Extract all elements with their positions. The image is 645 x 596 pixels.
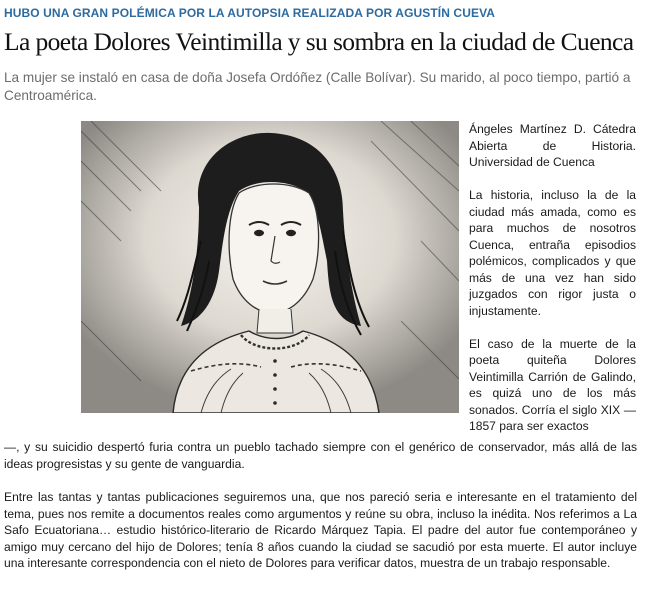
article-deck: La mujer se instaló en casa de doña Josefa Ordóñez (Calle Bolívar). Su marido, al poco tiempo, partió a Centroamérica. <box>4 70 631 103</box>
article-headline: La poeta Dolores Veintimilla y su sombra en la ciudad de Cuenca <box>4 27 634 56</box>
side-column <box>469 121 636 451</box>
body-paragraph: La historia, incluso la de la ciudad más amada, como es para muchos de nosotros Cuenca, entraña episodios polémicos, complicados y que más de una vez han sido juzgados con rigor justa o injustamente. <box>469 188 636 318</box>
article-kicker: HUBO UNA GRAN POLÉMICA POR LA AUTOPSIA REALIZADA POR AGUSTÍN CUEVA <box>4 6 496 20</box>
body-paragraph: El caso de la muerte de la poeta quiteña Dolores Veintimilla Carrión de Galindo, es quizá uno de los más sonados. Corría el siglo XIX —1857 para ser exactos <box>469 336 636 433</box>
body-paragraph: —, y su suicidio despertó furia contra un pueblo tachado siempre con el genérico de conservador, más allá de las ideas progresistas y su gente de vanguardia. <box>4 440 637 471</box>
body-paragraph: Entre las tantas y tantas publicaciones seguiremos una, que nos pareció seria e interesante en el tratamiento del tema, pues nos remite a documentos reales como argumentos y reúne su obra, incluso la inédita. Nos referimos a La Safo Ecuatoriana… estudio histórico-literario de Ricardo Márquez Tapia. El padre del autor fue contemporáneo y amigo muy cercano del hijo de Dolores; tenía 8 años cuando la ciudad se sacudió por esta muerte. El autor incluye una interesante correspondencia con el nieto de Dolores para verificar datos, muestra de un trabajo responsable. <box>4 490 637 570</box>
portrait-illustration <box>81 121 459 413</box>
byline: Ángeles Martínez D. Cátedra Abierta de Historia. Universidad de Cuenca <box>469 122 636 169</box>
